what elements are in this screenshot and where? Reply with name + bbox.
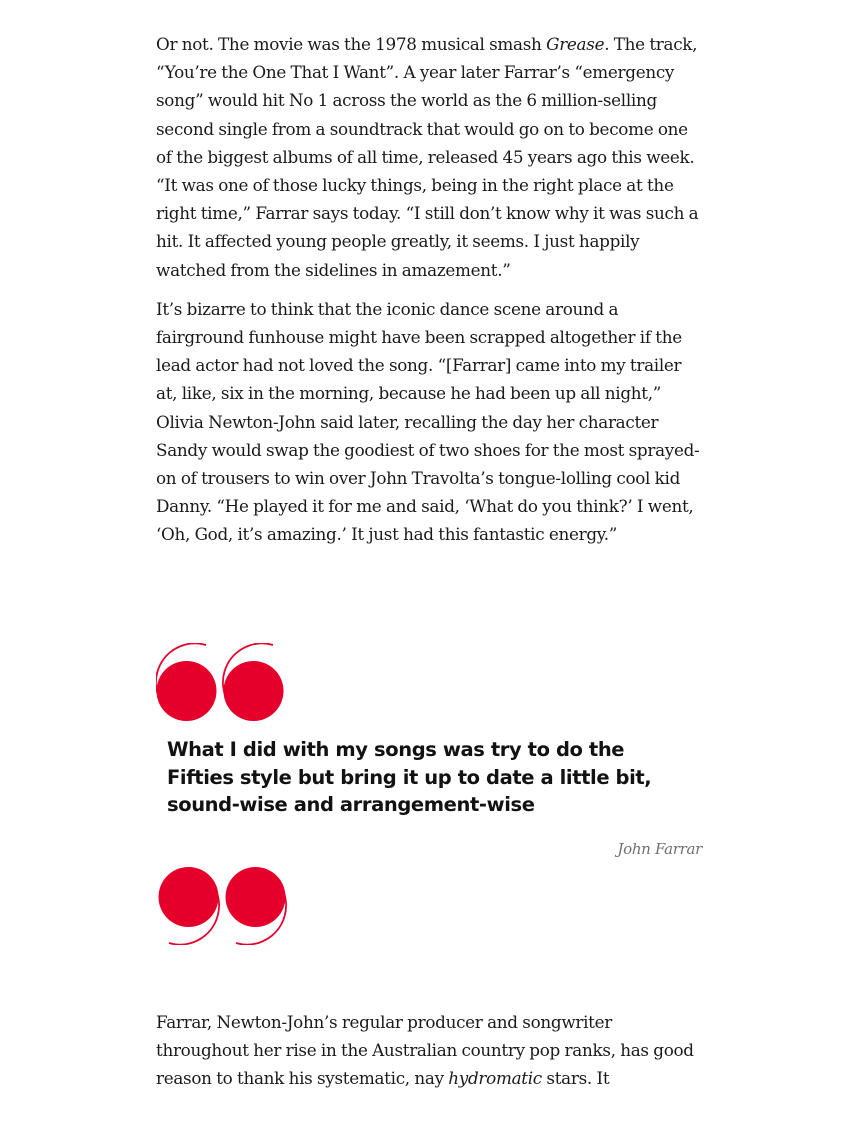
article-paragraph	[156, 1008, 704, 1093]
pull-quote	[156, 643, 704, 948]
open-quote-icon	[156, 643, 288, 723]
paragraph-text: Or not. The movie was the 1978 musical smash	[156, 34, 547, 54]
article-body	[156, 30, 704, 549]
article-paragraph	[156, 30, 704, 284]
close-quote-icon	[156, 865, 288, 945]
pull-quote-author: John Farrar	[617, 840, 702, 858]
paragraph-text: stars. It	[541, 1068, 610, 1089]
paragraph-text: Farrar, Newton-John’s regular producer and songwriter throughout her rise in the Australian country pop ranks, has good reason to thank his systematic, nay	[156, 1012, 694, 1089]
article-body-continued	[156, 1008, 704, 1093]
paragraph-text: . The track, “You’re the One That I Want”. A year later Farrar’s “emergency song” would hit No 1 across the world as the 6 million-selling second single from a soundtrack that would go on to become one of the biggest albums of all time, released 45 years ago this week. “It was one of those lucky things, being in the right place at the right time,” Farrar says today. “I still don’t know why it was such a hit. It affected young people greatly, it seems. I just happily watched from the sidelines in amazement.”	[156, 34, 699, 280]
emphasized-word: hydromatic	[448, 1068, 542, 1089]
pull-quote-text: What I did with my songs was try to do the Fifties style but bring it up to date a little bit, sound-wise and arrangement-wise	[167, 738, 652, 816]
film-title: Grease	[546, 34, 605, 54]
article-paragraph: It’s bizarre to think that the iconic dance scene around a fairground funhouse might have been scrapped altogether if the lead actor had not loved the song. “[Farrar] came into my trailer at, like, six in the morning, because he had been up all night,” Olivia Newton-John said later, recalling the day her character Sandy would swap the goodiest of two shoes for the most sprayed-on of trousers to win over John Travolta’s tongue-lolling cool kid Danny. “He played it for me and said, ‘What do you think?’ I went, ‘Oh, God, it’s amazing.’ It just had this fantastic energy.”	[156, 298, 700, 545]
